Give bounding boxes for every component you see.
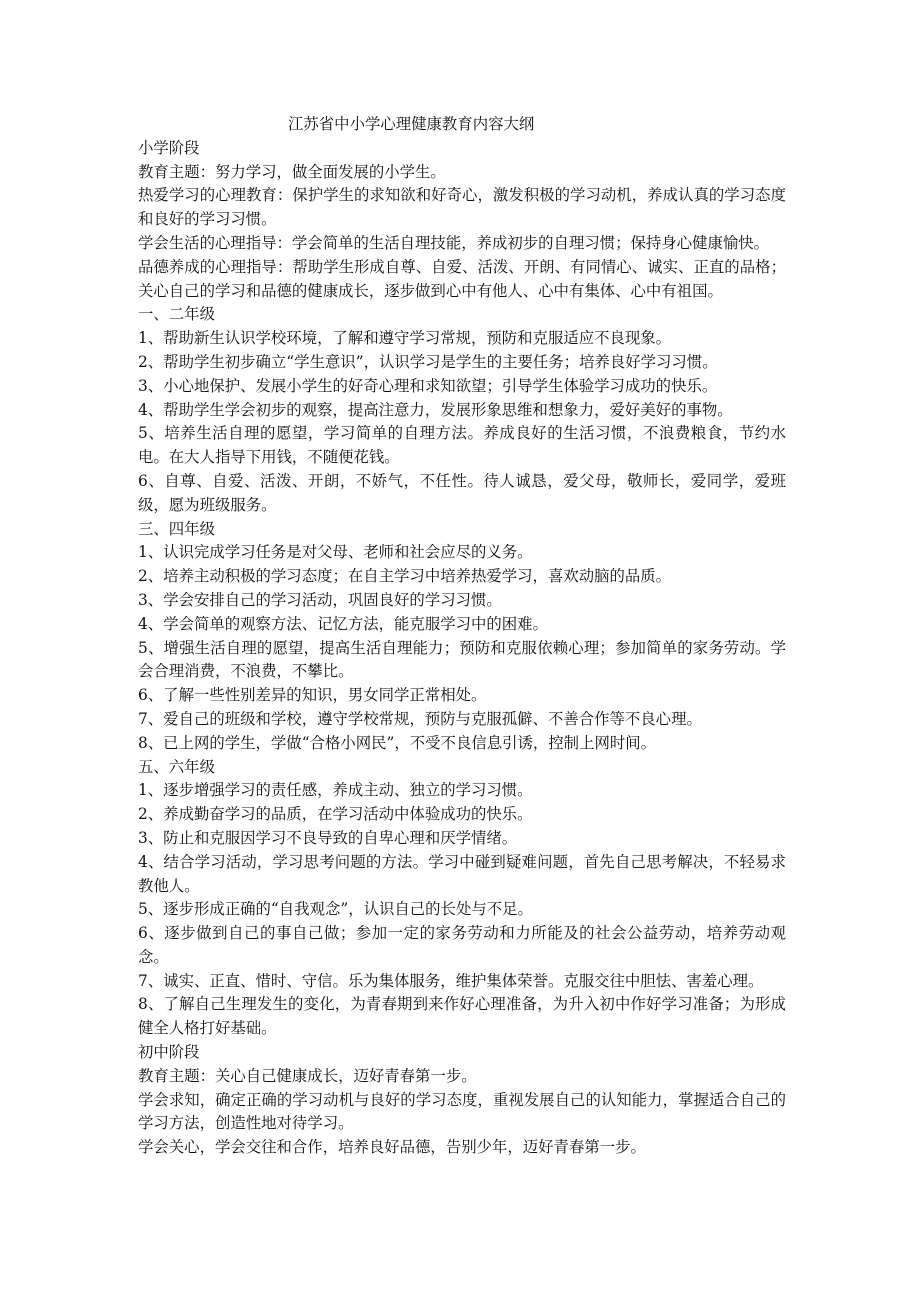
section-heading-primary-school: 小学阶段 (138, 138, 200, 157)
grade-heading-1-2: 一、二年级 (138, 305, 215, 324)
document-page (138, 113, 786, 1160)
list-item: 8、已上网的学生，学做“合格小网民”，不受不良信息引诱，控制上网时间。 (138, 733, 657, 752)
education-theme-primary: 教育主题：努力学习，做全面发展的小学生。 (138, 162, 446, 181)
list-item: 2、帮助学生初步确立“学生意识”，认识学习是学生的主要任务；培养良好学习习惯。 (138, 352, 718, 371)
list-item: 1、帮助新生认识学校环境，了解和遵守学习常规，预防和克服适应不良现象。 (138, 329, 672, 348)
list-item: 1、逐步增强学习的责任感，养成主动、独立的学习习惯。 (138, 781, 533, 800)
list-item: 5、培养生活自理的愿望，学习简单的自理方法。养成良好的生活习惯，不浪费粮食，节约水电。在大人指导下用钱，不随便花钱。 (138, 424, 786, 467)
section-heading-junior-high: 初中阶段 (138, 1043, 200, 1062)
list-item: 4、学会简单的观察方法、记忆方法，能克服学习中的困难。 (138, 614, 548, 633)
list-item: 1、认识完成学习任务是对父母、老师和社会应尽的义务。 (138, 543, 533, 562)
list-item: 4、结合学习活动，学习思考问题的方法。学习中碰到疑难问题，首先自己思考解决，不轻易求教他人。 (138, 852, 786, 895)
list-item: 2、养成勤奋学习的品质，在学习活动中体验成功的快乐。 (138, 805, 533, 824)
list-item: 5、增强生活自理的愿望，提高生活自理能力；预防和克服依赖心理；参加简单的家务劳动。学会合理消费，不浪费，不攀比。 (138, 638, 786, 681)
list-item: 7、诚实、正直、惜时、守信。乐为集体服务，维护集体荣誉。克服交往中胆怯、害羞心理。 (138, 971, 764, 990)
list-item: 2、培养主动积极的学习态度；在自主学习中培养热爱学习，喜欢动脑的品质。 (138, 567, 672, 586)
list-item: 5、逐步形成正确的“自我观念”，认识自己的长处与不足。 (138, 900, 533, 919)
list-item: 8、了解自己生理发生的变化，为青春期到来作好心理准备，为升入初中作好学习准备；为形成健全人格打好基础。 (138, 995, 786, 1038)
list-item: 3、小心地保护、发展小学生的好奇心理和求知欲望；引导学生体验学习成功的快乐。 (138, 376, 718, 395)
grade-heading-5-6: 五、六年级 (138, 757, 215, 776)
grade-heading-3-4: 三、四年级 (138, 519, 215, 538)
list-item: 3、防止和克服因学习不良导致的自卑心理和厌学情绪。 (138, 828, 518, 847)
list-item: 6、逐步做到自己的事自己做；参加一定的家务劳动和力所能及的社会公益劳动，培养劳动观念。 (138, 924, 786, 966)
paragraph-learn-knowledge: 学会求知，确定正确的学习动机与良好的学习态度，重视发展自己的认知能力，掌握适合自己的学习方法，创造性地对待学习。 (138, 1090, 786, 1133)
list-item: 3、学会安排自己的学习活动，巩固良好的学习习惯。 (138, 590, 502, 609)
paragraph-learning-psychology: 热爱学习的心理教育：保护学生的求知欲和好奇心，激发积极的学习动机，养成认真的学习态度和良好的学习习惯。 (138, 186, 786, 229)
list-item: 6、了解一些性别差异的知识，男女同学正常相处。 (138, 686, 487, 705)
list-item: 4、帮助学生学会初步的观察，提高注意力，发展形象思维和想象力，爱好美好的事物。 (138, 400, 733, 419)
paragraph-learn-care: 学会关心，学会交往和合作，培养良好品德，告别少年，迈好青春第一步。 (138, 1138, 646, 1157)
list-item: 7、爱自己的班级和学校，遵守学校常规，预防与克服孤僻、不善合作等不良心理。 (138, 709, 702, 728)
paragraph-life-guidance: 学会生活的心理指导：学会简单的生活自理技能，养成初步的自理习惯；保持身心健康愉快。 (138, 233, 770, 252)
document-title: 江苏省中小学心理健康教育内容大纲 (288, 115, 535, 133)
education-theme-junior: 教育主题：关心自己健康成长，迈好青春第一步。 (138, 1066, 477, 1085)
list-item: 6、自尊、自爱、活泼、开朗，不娇气，不任性。待人诚恳，爱父母，敬师长，爱同学，爱班级，愿为班级服务。 (138, 471, 786, 514)
paragraph-moral-guidance: 品德养成的心理指导：帮助学生形成自尊、自爱、活泼、开朗、有同情心、诚实、正直的品格；关心自己的学习和品德的健康成长，逐步做到心中有他人、心中有集体、心中有祖国。 (138, 257, 786, 300)
